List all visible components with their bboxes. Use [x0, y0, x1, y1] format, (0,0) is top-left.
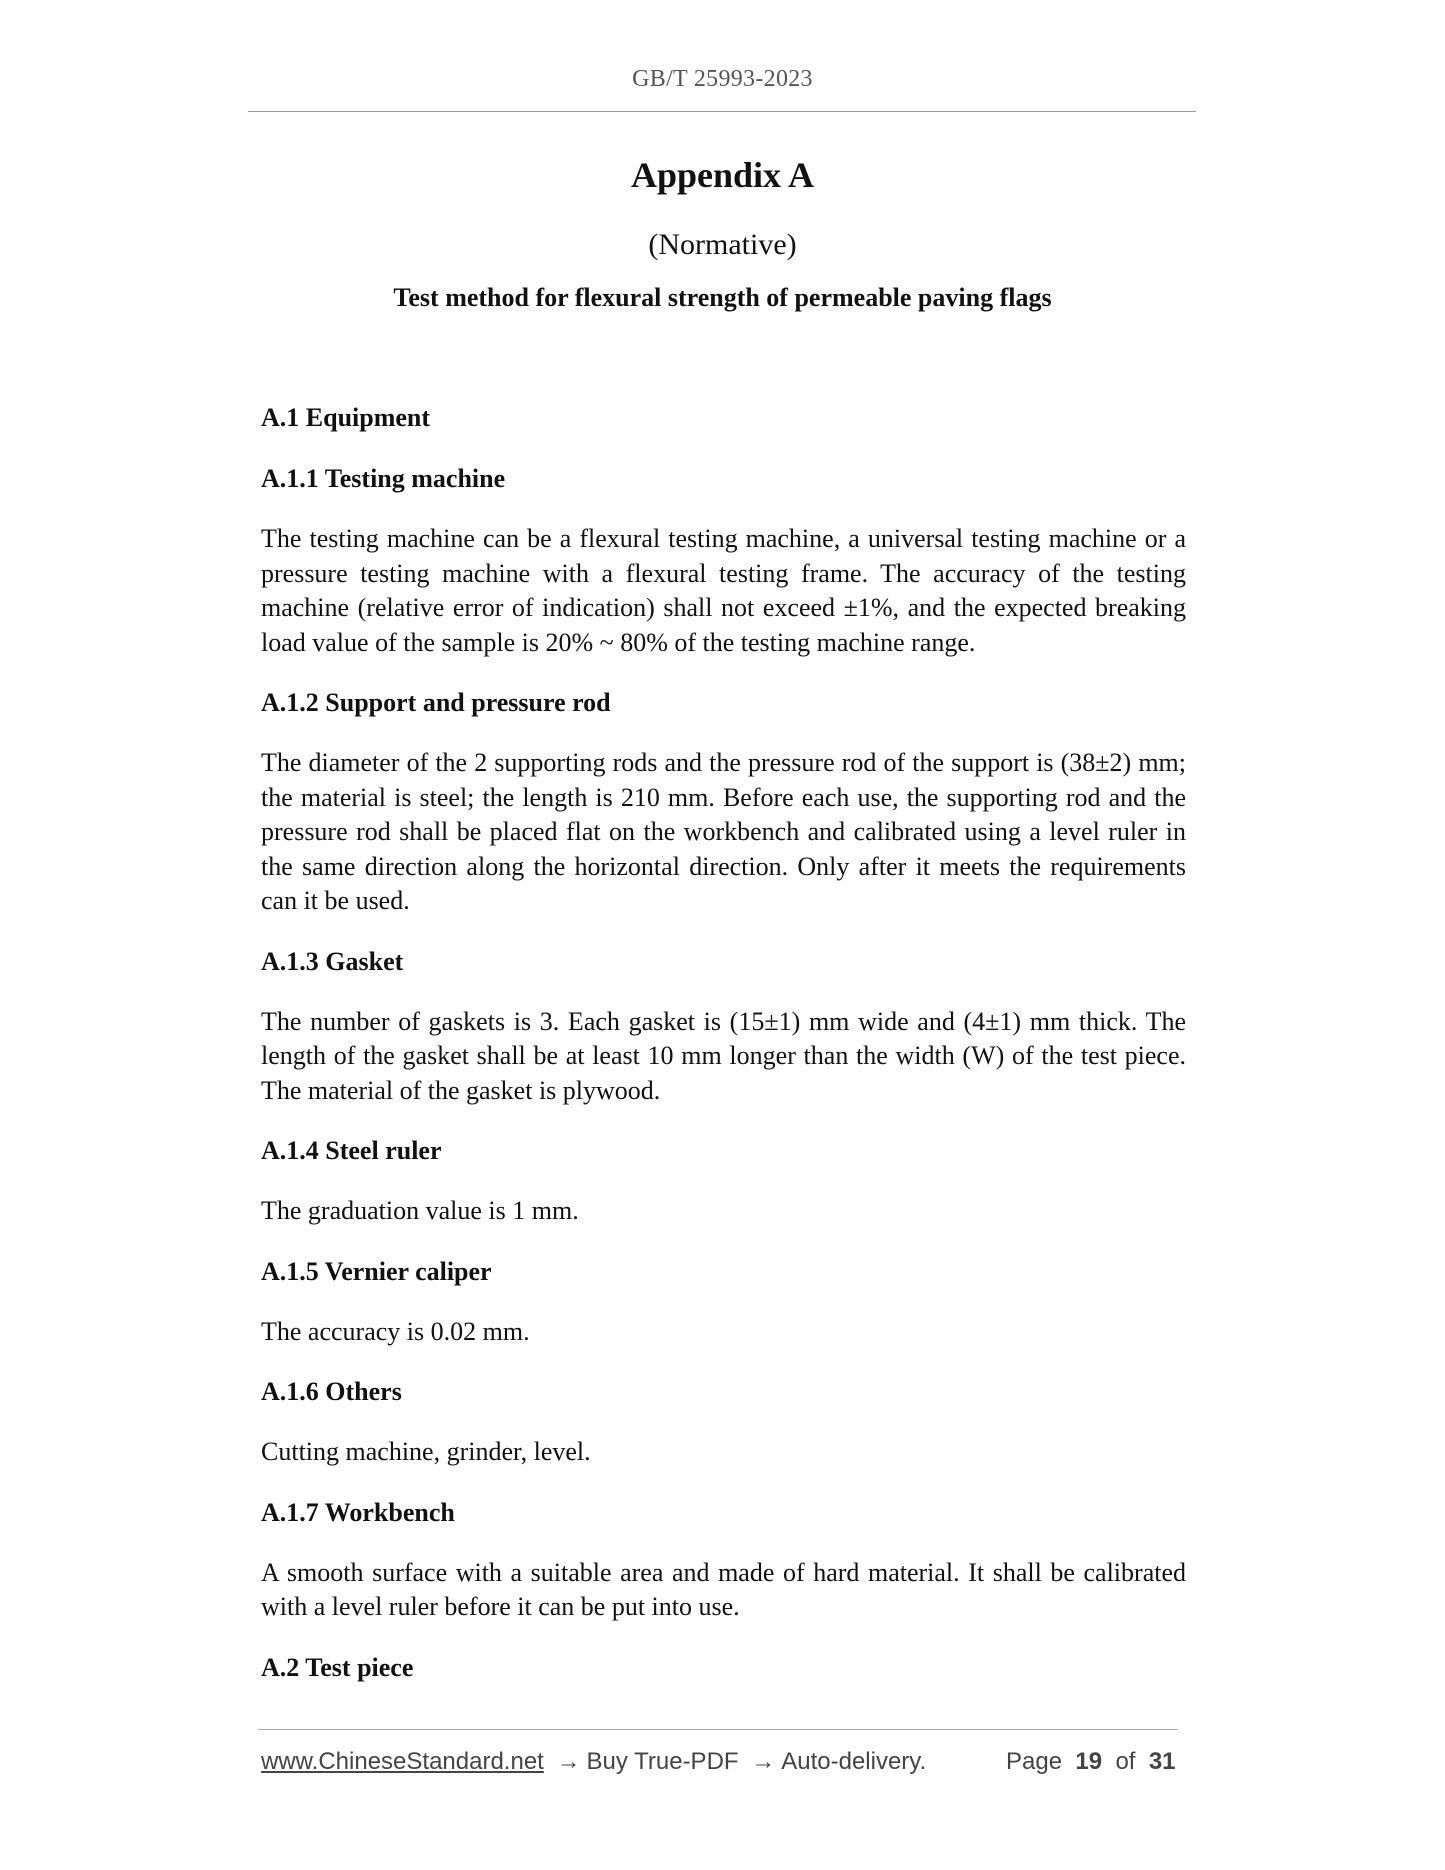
section-heading: A.1.4 Steel ruler [261, 1136, 442, 1165]
section-heading: A.1.5 Vernier caliper [261, 1256, 492, 1286]
section-heading: A.1.2 Support and pressure rod [261, 688, 611, 717]
delivery-text: Auto-delivery. [781, 1748, 927, 1775]
arrow-right-icon: → [556, 1748, 581, 1775]
document-body [261, 400, 1186, 1711]
header-standard-code: GB/T 25993-2023 [632, 66, 813, 92]
page-of-label: of [1115, 1748, 1136, 1775]
buy-pdf-link[interactable]: Buy True-PDF [586, 1748, 739, 1775]
section-heading: A.1.7 Workbench [261, 1497, 455, 1527]
section-heading: A.2 Test piece [261, 1652, 414, 1682]
page-current: 19 [1075, 1748, 1103, 1775]
section-paragraph: The diameter of the 2 supporting rods and the pressure rod of the support is (38±2) mm; the material is steel; the length is 210 mm. Before each use, the supporting rod and the pressure rod shall be placed flat on the workbench and calibrated using a level ruler in the same direction along the horizontal direction. Only after it meets the requirements can it be used. [261, 748, 1186, 915]
section-heading: A.1.6 Others [261, 1377, 402, 1406]
appendix-normative-label: (Normative) [648, 228, 797, 261]
appendix-title: Appendix A [630, 155, 815, 195]
section-paragraph: A smooth surface with a suitable area and made of hard material. It shall be calibrated with a level ruler before it can be put into use. [261, 1557, 1186, 1621]
arrow-right-icon: → [751, 1748, 776, 1775]
footer-divider [258, 1729, 1178, 1730]
appendix-subtitle: Test method for flexural strength of permeable paving flags [393, 283, 1052, 312]
section-heading: A.1.1 Testing machine [261, 464, 506, 493]
section-heading: A.1 Equipment [261, 403, 431, 432]
section-paragraph: The accuracy is 0.02 mm. [261, 1316, 530, 1346]
page-number [1006, 1748, 1176, 1776]
page-total: 31 [1148, 1748, 1176, 1775]
section-heading: A.1.3 Gasket [261, 946, 404, 976]
section-paragraph: The testing machine can be a flexural testing machine, a universal testing machine or a pressure testing machine with a flexural testing frame. The accuracy of the testing machine (relative error of indication) shall not exceed ±1%, and the expected breaking load value of the sample is 20% ~ 80% of the testing machine range. [261, 524, 1186, 657]
section-paragraph: Cutting machine, grinder, level. [261, 1437, 591, 1466]
site-link[interactable]: www.ChineseStandard.net [261, 1748, 544, 1775]
section-paragraph: The number of gaskets is 3. Each gasket is (15±1) mm wide and (4±1) mm thick. The length of the gasket shall be at least 10 mm longer than the width (W) of the test piece. The material of the gasket is plywood. [261, 1006, 1186, 1105]
header-divider [248, 111, 1196, 112]
footer-promo [261, 1748, 926, 1776]
page-label: Page [1006, 1748, 1063, 1775]
section-paragraph: The graduation value is 1 mm. [261, 1196, 579, 1225]
